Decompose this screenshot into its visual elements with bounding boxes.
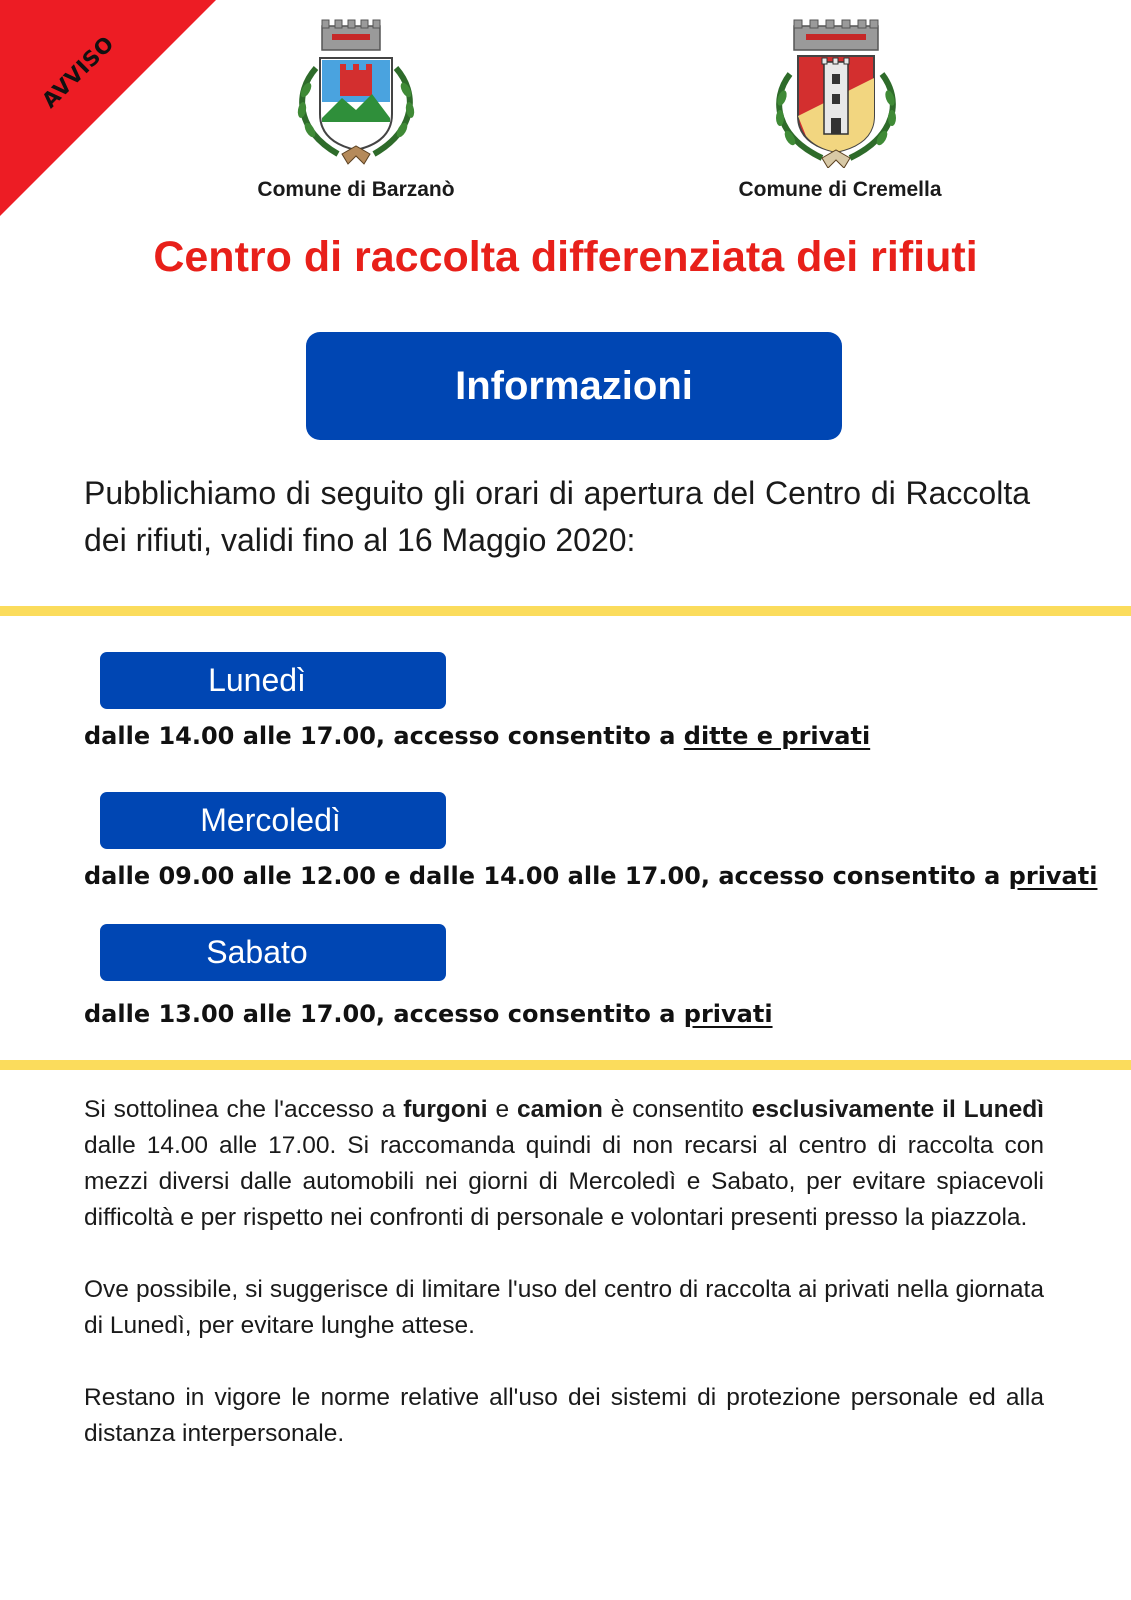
- day-badge-mercoledi: [100, 792, 446, 849]
- yellow-divider-bottom: [0, 1060, 1131, 1070]
- note-text: dalle 14.00 alle 17.00. Si raccomanda quindi di non recarsi al centro di raccolta con mezzi diversi dalle automobili nei giorni di Mercoledì e Sabato, per evitare spiacevoli difficoltà e per rispetto nei confronti di personale e volontari presenti presso la piazzola.: [84, 1132, 1044, 1231]
- comune-barzano-label: Comune di Barzanò: [257, 178, 455, 201]
- intro-text: Pubblichiamo di seguito gli orari di apertura del Centro di Raccolta dei rifiuti, validi fino al 16 Maggio 2020:: [84, 475, 1030, 558]
- informazioni-banner: [306, 332, 842, 440]
- notes-section: [84, 1092, 1044, 1488]
- avviso-label: AVVISO: [37, 31, 119, 113]
- note-emphasis: esclusivamente il Lunedì: [751, 1096, 1044, 1123]
- schedule-sabato: [84, 1000, 773, 1028]
- day-label: Sabato: [206, 934, 308, 970]
- day-badge-lunedi: [100, 652, 446, 709]
- informazioni-label: Informazioni: [455, 363, 693, 408]
- schedule-mercoledi: [84, 862, 1097, 890]
- barzano-coat-of-arms: [286, 18, 426, 168]
- comune-cremella-label: Comune di Cremella: [738, 178, 942, 201]
- note-text: e: [487, 1096, 518, 1123]
- schedule-hours: dalle 09.00 alle 12.00 e dalle 14.00 alle 17.00, accesso consentito a: [84, 862, 1009, 890]
- note-vehicles: [84, 1092, 1044, 1236]
- avviso-corner-ribbon: [0, 0, 220, 220]
- note-emphasis: camion: [517, 1096, 603, 1123]
- schedule-hours: dalle 14.00 alle 17.00, accesso consentito a: [84, 722, 684, 750]
- schedule-hours: dalle 13.00 alle 17.00, accesso consentito a: [84, 1000, 684, 1028]
- schedule-lunedi: [84, 722, 870, 750]
- cremella-coat-of-arms: [766, 18, 906, 168]
- note-text: è consentito: [602, 1096, 752, 1123]
- note-emphasis: furgoni: [403, 1096, 488, 1123]
- page-title: Centro di raccolta differenziata dei rifiuti: [153, 233, 978, 281]
- schedule-access: privati: [683, 1000, 773, 1028]
- day-label: Lunedì: [208, 662, 306, 698]
- note-text: Si sottolinea che l'accesso a: [84, 1096, 404, 1123]
- day-label: Mercoledì: [200, 802, 341, 838]
- schedule-access: privati: [1008, 862, 1098, 890]
- note-suggestion: Ove possibile, si suggerisce di limitare l'uso del centro di raccolta ai privati nella giornata di Lunedì, per evitare lunghe attese.: [84, 1276, 1044, 1339]
- yellow-divider-top: [0, 606, 1131, 616]
- schedule-access: ditte e privati: [683, 722, 871, 750]
- day-badge-sabato: [100, 924, 446, 981]
- note-protection-rules: Restano in vigore le norme relative all'uso dei sistemi di protezione personale ed alla distanza interpersonale.: [84, 1384, 1044, 1447]
